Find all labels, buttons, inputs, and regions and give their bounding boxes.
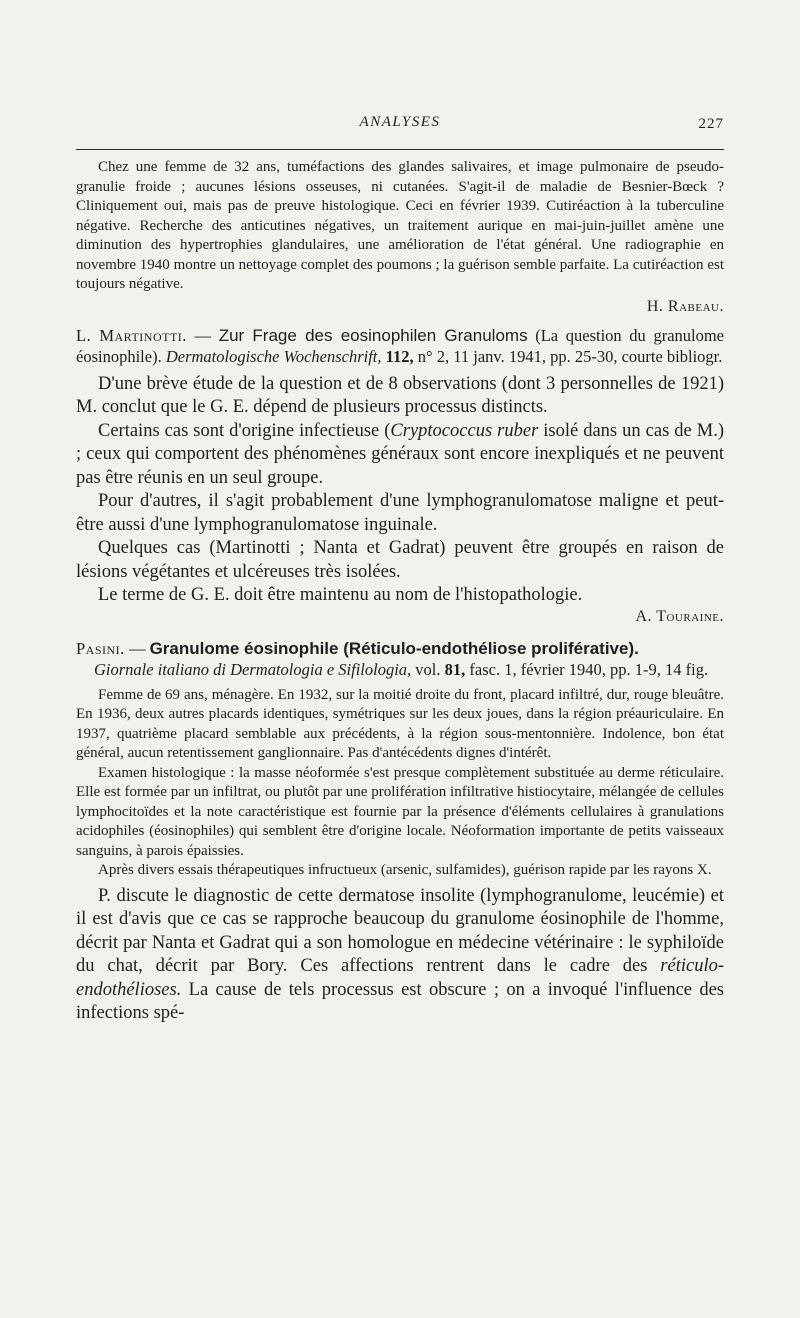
pasini-treatment-paragraph: Après divers essais thérapeutiques infructueux (arsenic, sulfamides), guérison rapide par les rayons X. — [98, 862, 712, 878]
discussion-italic: réticulo-endothélioses. — [76, 956, 724, 1000]
details-martinotti: n° 2, 11 janv. 1941, pp. 25-30, courte bibliogr. — [413, 346, 723, 366]
translation-martinotti: (La question du granulome éosinophile). — [76, 325, 725, 366]
dash: — — [186, 325, 219, 345]
martinotti-paragraph-5: Le terme de G. E. doit être maintenu au nom de l'histopathologie. — [98, 585, 583, 605]
para2-after: isolé dans un cas de M.) ; ceux qui comportent des phénomènes généraux sont encore inexpliqués et ne peuvent pas être réunis en un seul groupe. — [76, 420, 724, 488]
volume-martinotti: 112, — [381, 346, 414, 366]
martinotti-paragraph-4: Quelques cas (Martinotti ; Nanta et Gadrat) peuvent être groupés en raison de lésions végétantes et ulcéreuses très isolées. — [76, 538, 724, 582]
discussion-after: La cause de tels processus est obscure ; on a invoqué l'influence des infections spé- — [76, 979, 724, 1023]
details-pasini: fasc. 1, février 1940, pp. 1-9, 14 fig. — [465, 659, 709, 679]
author-pasini: Pasini. — [76, 638, 125, 658]
intro-paragraph: Chez une femme de 32 ans, tuméfactions des glandes salivaires, et image pulmonaire de pseudo-granulie froide ; aucunes lésions osseuses, ni cutanées. S'agit-il de maladie de Besnier-Bœck ? Cliniquement oui, mais pas de preuve histologique. Ceci en février 1939. Cutiréaction à la tuberculine négative. Recherche des anticutines négatives, un traitement aurique en mai-juin-juillet amène une diminution des hypertrophies glandulaires, une amélioration de l'état général. Une radiographie en novembre 1940 montre un nettoyage complet des poumons ; la guérison semble parfaite. La cutiréaction est toujours négative. — [76, 159, 724, 292]
journal-martinotti: Dermatologische Wochenschrift, — [165, 346, 382, 366]
article-body — [76, 158, 724, 1026]
pasini-histology-paragraph: Examen histologique : la masse néoformée s'est presque complètement substituée au derme réticulaire. Elle est formée par un infiltrat, ou plutôt par une prolifération infiltrative histiocytaire, mélangée de cellules lymphocitoïdes et la note caractéristique est fournie par la présence d'éléments cellulaires à granulations acidophiles (éosinophiles) qui semblent être d'origine locale. Néoformation importante de petits vaisseaux sanguins, à parois épaissies. — [76, 764, 724, 859]
author-martinotti: L. Martinotti. — [76, 325, 187, 345]
species-name: Cryptococcus ruber — [390, 420, 539, 441]
martinotti-paragraph-3: Pour d'autres, il s'agit probablement d'une lymphogranulomatose maligne et peut-être aussi d'une lymphogranulomatose inguinale. — [76, 491, 724, 535]
signature-touraine: A. Touraine. — [635, 607, 724, 625]
martinotti-paragraph-1: D'une brève étude de la question et de 8 observations (dont 3 personnelles de 1921) M. conclut que le G. E. dépend de plusieurs processus distincts. — [76, 373, 724, 417]
header-rule — [76, 149, 724, 150]
journal-pasini: Giornale italiano di Dermatologia e Sifilologia, — [94, 659, 412, 679]
entry-martinotti-heading — [76, 325, 724, 367]
pasini-case-paragraph: Femme de 69 ans, ménagère. En 1932, sur la moitié droite du front, placard infiltré, dur, rouge bleuâtre. En 1936, deux autres placards identiques, symétriques sur les deux joues, dans la région préauriculaire. En 1937, quatrième placard semblable aux précédents, à la région sous-mentonnière. Indolence, bon état général, aucun retentissement ganglionnaire. Pas d'antécédents dignes d'intérêt. — [76, 686, 724, 761]
entry-pasini-citation — [76, 659, 724, 680]
title-martinotti: Zur Frage des eosinophilen Granuloms — [218, 325, 528, 345]
page-number: 227 — [698, 116, 724, 132]
dash: — — [124, 638, 150, 658]
title-pasini: Granulome éosinophile (Réticulo-endothéliose proliférative). — [149, 638, 639, 658]
signature-rabeau: H. Rabeau. — [646, 297, 724, 315]
volume-pasini: 81, — [444, 659, 466, 679]
entry-pasini-heading — [76, 638, 724, 659]
para2-before: Certains cas sont d'origine infectieuse ( — [98, 420, 391, 441]
discussion-before: P. discute le diagnostic de cette dermatose insolite (lymphogranulome, leucémie) et il est d'avis que ce cas se rapproche beaucoup du granulome éosinophile de l'homme, décrit par Nanta et Gadrat qui a son homologue en médecine vétérinaire : le syphiloïde du chat, décrit par Bory. Ces affections rentrent dans le cadre des — [76, 885, 724, 976]
running-title: ANALYSES — [359, 114, 441, 130]
pasini-discussion-paragraph — [76, 885, 724, 1026]
volume-prefix: vol. — [411, 659, 445, 679]
running-head — [76, 114, 724, 134]
martinotti-paragraph-2 — [76, 420, 724, 491]
